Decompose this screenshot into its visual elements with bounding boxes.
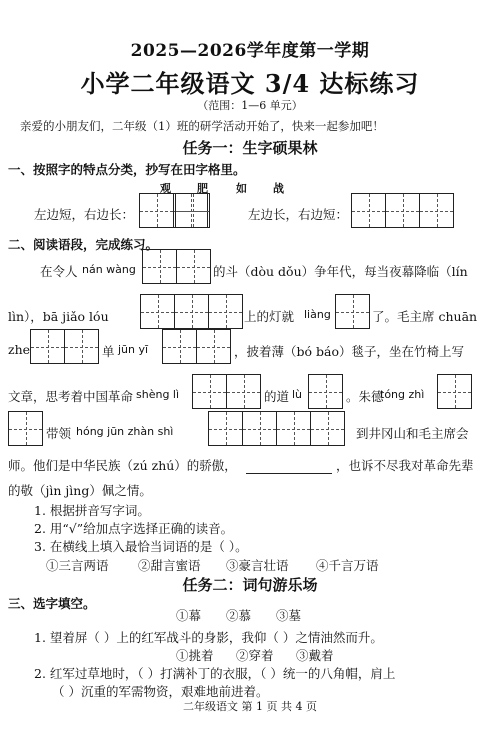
left-long-label: 左边长，右边短： <box>248 207 349 222</box>
q3-heading: 三、选字填空。 <box>8 596 96 611</box>
answer-grid[interactable] <box>208 411 345 446</box>
answer-grid[interactable] <box>437 374 472 409</box>
task1-title: 任务一：生字硕果林 <box>182 139 318 157</box>
q1-heading: 一、按照字的特点分类，抄写在田字格里。 <box>8 162 246 177</box>
answer-grid[interactable] <box>162 329 231 364</box>
sentence-1: 1. 望着屏（ ）上的红军战斗的身影，我仰（ ）之情油然而升。 <box>34 630 383 645</box>
term-heading: 2025—2026学年度第一学期 <box>130 41 370 61</box>
choice-5: ②穿着 <box>236 648 274 663</box>
option-4[interactable]: ④千言万语 <box>316 558 379 573</box>
passage-text: zhe <box>8 342 31 357</box>
pinyin-prompt: nán wàng <box>82 263 136 276</box>
passage-text: 到井冈山和毛主席会 <box>356 426 469 441</box>
intro-text: 亲爱的小朋友们，二年级（1）班的研学活动开始了，快来一起参加吧！ <box>20 119 384 133</box>
writing-grid-right[interactable] <box>351 193 454 228</box>
passage-text: 文章，思考着中国革命 <box>8 389 134 404</box>
task2-title: 任务二：词句游乐场 <box>182 576 318 594</box>
passage-text: 的道 <box>264 389 290 404</box>
passage-text: 上的灯就 <box>244 309 295 324</box>
question-item: 3. 在横线上填入最恰当词语的是（ ）。 <box>34 539 248 554</box>
pinyin-prompt: hóng jūn zhàn shì <box>76 425 174 438</box>
passage-text: lìn），bā jiǎo lóu <box>8 309 109 324</box>
option-2[interactable]: ②甜言蜜语 <box>138 558 201 573</box>
left-short-label: 左边短，右边长： <box>34 207 135 222</box>
passage-text: 的敬（jìn jìng）佩之情。 <box>8 483 152 498</box>
sentence-2b: （ ）沉重的军需物资，艰难地前进着。 <box>52 684 269 699</box>
passage-text: 带领 <box>46 426 72 441</box>
passage-text: 在令人 <box>40 264 78 279</box>
pinyin-prompt: liàng <box>304 308 331 321</box>
question-item: 2. 用“√”给加点字选择正确的读音。 <box>34 521 234 536</box>
pinyin-prompt: shèng lì <box>136 388 180 401</box>
char-4: 战 <box>273 182 284 195</box>
choice-1: ①幕 <box>176 608 202 623</box>
answer-grid[interactable] <box>308 374 343 409</box>
answer-grid[interactable] <box>140 294 243 329</box>
option-3[interactable]: ③豪言壮语 <box>226 558 289 573</box>
char-1: 观 <box>160 182 171 195</box>
pinyin-prompt: lù <box>292 388 303 401</box>
passage-text: 了。毛主席 chuān <box>372 309 478 324</box>
pinyin-prompt: jūn yī <box>118 343 149 356</box>
char-2: 肥 <box>197 182 208 195</box>
sentence-2a: 2. 红军过草地时，（ ）打满补丁的衣服，（ ）统一的八角帽，肩上 <box>34 666 396 681</box>
choice-3: ③墓 <box>276 608 302 623</box>
answer-grid[interactable] <box>335 294 370 329</box>
question-item: 1. 根据拼音写字词。 <box>34 503 150 518</box>
choice-4: ①挑着 <box>176 648 214 663</box>
pinyin-prompt: tóng zhì <box>380 388 425 401</box>
page-footer: 二年级语文 第 1 页 共 4 页 <box>183 700 317 713</box>
q2-heading: 二、阅读语段，完成练习。 <box>8 237 159 252</box>
passage-text: ，披着薄（bó báo）毯子，坐在竹椅上写 <box>234 344 464 359</box>
passage-text: 。朱德 <box>346 389 384 404</box>
passage-text: ，也诉不尽我对革命先辈 <box>336 458 474 473</box>
choice-2: ②慕 <box>226 608 252 623</box>
writing-grid-left-2[interactable] <box>175 193 210 228</box>
blank-line[interactable] <box>246 455 332 474</box>
choice-6: ③戴着 <box>296 648 334 663</box>
page-title: 小学二年级语文 3/4 达标练习 <box>80 69 420 98</box>
passage-text: 单 <box>102 344 115 359</box>
passage-text: 的斗（dòu dǒu）争年代，每当夜幕降临（lín <box>213 264 468 279</box>
answer-grid[interactable] <box>142 249 211 284</box>
option-1[interactable]: ①三言两语 <box>46 558 109 573</box>
scope-note: （范围：1—6 单元） <box>197 99 303 112</box>
answer-grid[interactable] <box>192 374 261 409</box>
char-3: 如 <box>236 182 247 195</box>
answer-grid[interactable] <box>30 329 99 364</box>
answer-grid[interactable] <box>8 411 43 446</box>
passage-text: 师。他们是中华民族（zú zhú）的骄傲， <box>8 458 237 473</box>
